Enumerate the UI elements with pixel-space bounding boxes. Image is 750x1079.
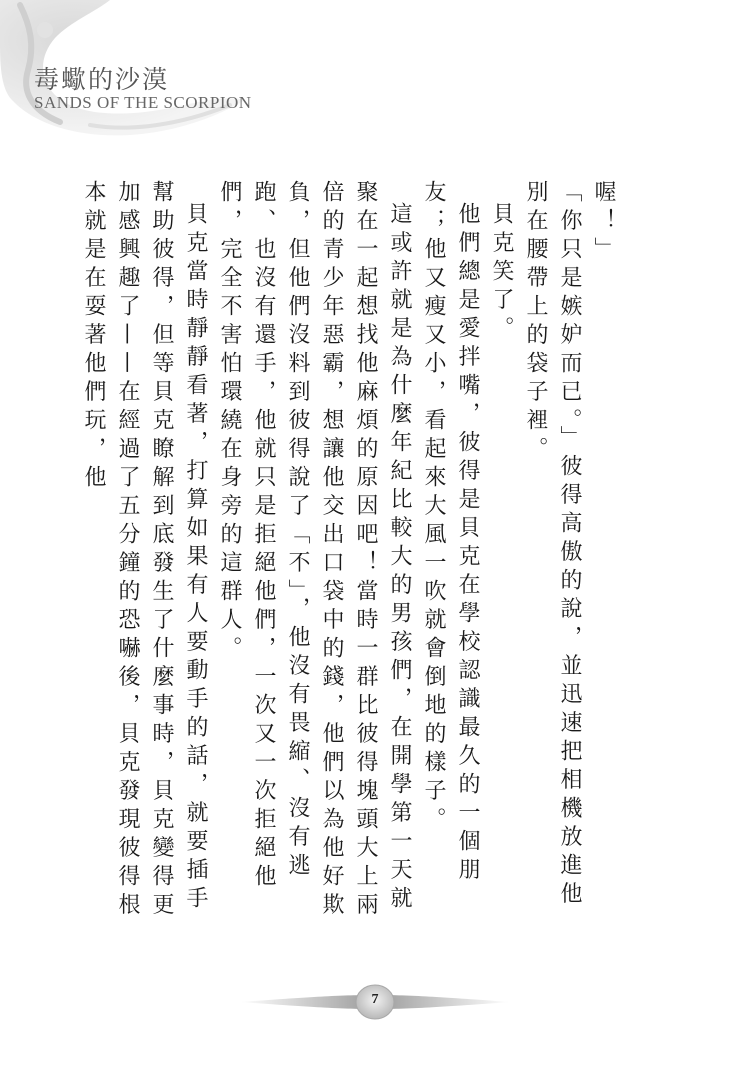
paragraph: 他們總是愛拌嘴，彼得是貝克在學校認識最久的一個朋友；他又瘦又小，看起來大風一吹就會倒地的樣子。 [421, 180, 480, 886]
paragraph: 貝克笑了。 [489, 202, 514, 345]
paragraph: 這或許就是為什麼年紀比較大的男孩們，在開學第一天就聚在一起想找他麻煩的原因吧！當時一群比彼得塊頭大上兩倍的青少年惡霸，想讓他交出口袋中的錢，他們以為他好欺負，但他們沒料到彼得說了「不」，他沒有畏縮、沒有逃跑、也沒有還手，他就只是拒絕他們，一次又一次拒絕他們，完全不害怕環繞在身旁的這群人。 [217, 180, 412, 921]
book-subtitle: SANDS OF THE SCORPION [34, 93, 252, 112]
paragraph: 「你只是嫉妒而已。」彼得高傲的說，並迅速把相機放進他別在腰帶上的袋子裡。 [523, 180, 582, 910]
body-text [81, 180, 620, 925]
paragraph: 貝克當時靜靜看著，打算如果有人要動手的話，就要插手幫助彼得，但等貝克瞭解到底發生了什麼事時，貝克變得更加感興趣了——在經過了五分鐘的恐嚇後，貝克發現彼得根本就是在耍著他們玩，他 [81, 180, 208, 921]
book-title: 毒蠍的沙漠 [34, 65, 170, 94]
page-number: 7 [371, 992, 379, 1007]
paragraph: 喔！」 [591, 180, 616, 266]
